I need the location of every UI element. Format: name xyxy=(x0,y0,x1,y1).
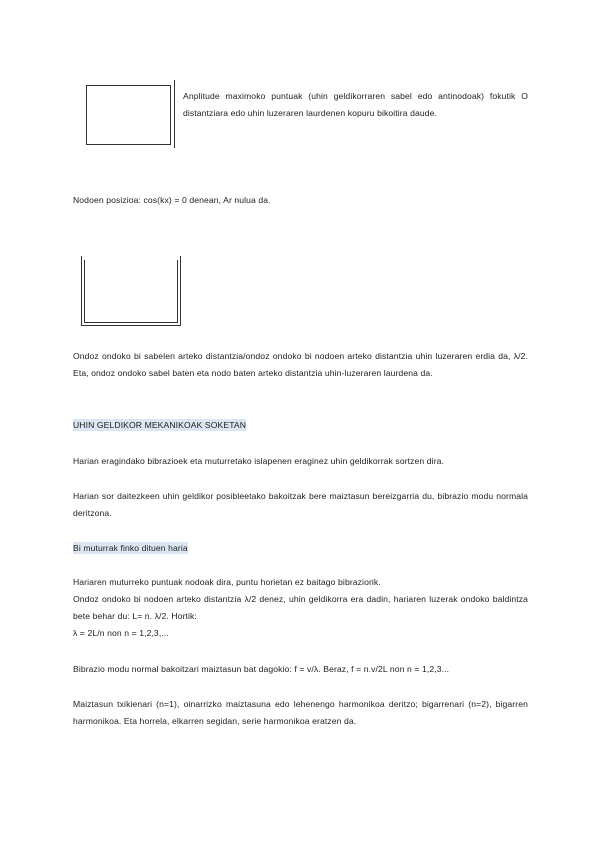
fixed-ends-line-1: Hariaren muturreko puntuak nodoak dira, puntu horietan ez baitago bibraziorik. xyxy=(73,577,381,587)
antinodes-paragraph: Anplitude maximoko puntuak (uhin geldikorraren sabel edo antinodoak) fokutik O distantziara edo uhin luzeraren laurdenen kopuru bikoitira daude. xyxy=(183,91,528,118)
fixed-ends-line-3: λ = 2L/n non n = 1,2,3,... xyxy=(73,628,169,638)
figure-outer-right-wall xyxy=(180,256,181,326)
distances-paragraph: Ondoz ondoko bi sabelen arteko distantzia/ondoz ondoko bi nodoen arteko distantzia uhin luzeraren erdia da, λ/2. Eta, ondoz ondoko sabel baten eta nodo baten arteko distantzia uhin-luzeraren laurdena da. xyxy=(73,351,528,378)
figure-line-divider xyxy=(174,80,175,148)
harmonics-paragraph: Maiztasun txikienari (n=1), oinarrizko maiztasuna edo lehenengo harmonikoa deritzo; bigarrenari (n=2), bigarren harmonikoa. Eta horrela, elkarren segidan, serie harmonikoa eratzen da. xyxy=(73,699,528,726)
fixed-ends-paragraph xyxy=(73,574,528,642)
section-heading-1 xyxy=(73,417,528,434)
section-heading-2 xyxy=(73,540,528,557)
figure-line-right xyxy=(170,85,171,145)
vibrations-paragraph: Harian eragindako bibrazioek eta muturretako islapenen eraginez uhin geldikorrak sortzen dira. xyxy=(73,456,445,466)
figure-inner-bottom xyxy=(84,322,177,323)
section-heading-1-text: UHIN GELDIKOR MEKANIKOAK SOKETAN xyxy=(73,420,247,430)
figure-inner-left-wall xyxy=(84,260,85,323)
frequency-paragraph: Bibrazio modu normal bakoitzari maiztasun bat dagokio: f = v/λ. Beraz, f = n.v/2L non n = 1,2,3... xyxy=(73,664,450,674)
modes-paragraph: Harian sor daitezkeen uhin geldikor posibleetako bakoitzak bere maiztasun bereizgarria du, bibrazio modu normala deritzona. xyxy=(73,491,528,518)
node-position-paragraph: Nodoen posizioa: cos(kx) = 0 denean, Ar nulua da. xyxy=(73,195,271,205)
figure-inner-right-wall xyxy=(177,260,178,323)
section-heading-2-text: Bi muturrak finko dituen haria xyxy=(73,543,188,553)
figure-outer-bottom xyxy=(81,325,180,326)
figure-line-left xyxy=(86,85,87,145)
figure-outer-left-wall xyxy=(81,256,82,326)
fixed-ends-line-2: Ondoz ondoko bi nodoen arteko distantzia λ/2 denez, uhin geldikorra era dadin, hariaren luzerak ondoko baldintza bete behar du: L= n. λ/2. Hortik: xyxy=(73,594,528,621)
figure-line-bottom xyxy=(86,144,170,145)
figure-line-top xyxy=(86,85,170,86)
